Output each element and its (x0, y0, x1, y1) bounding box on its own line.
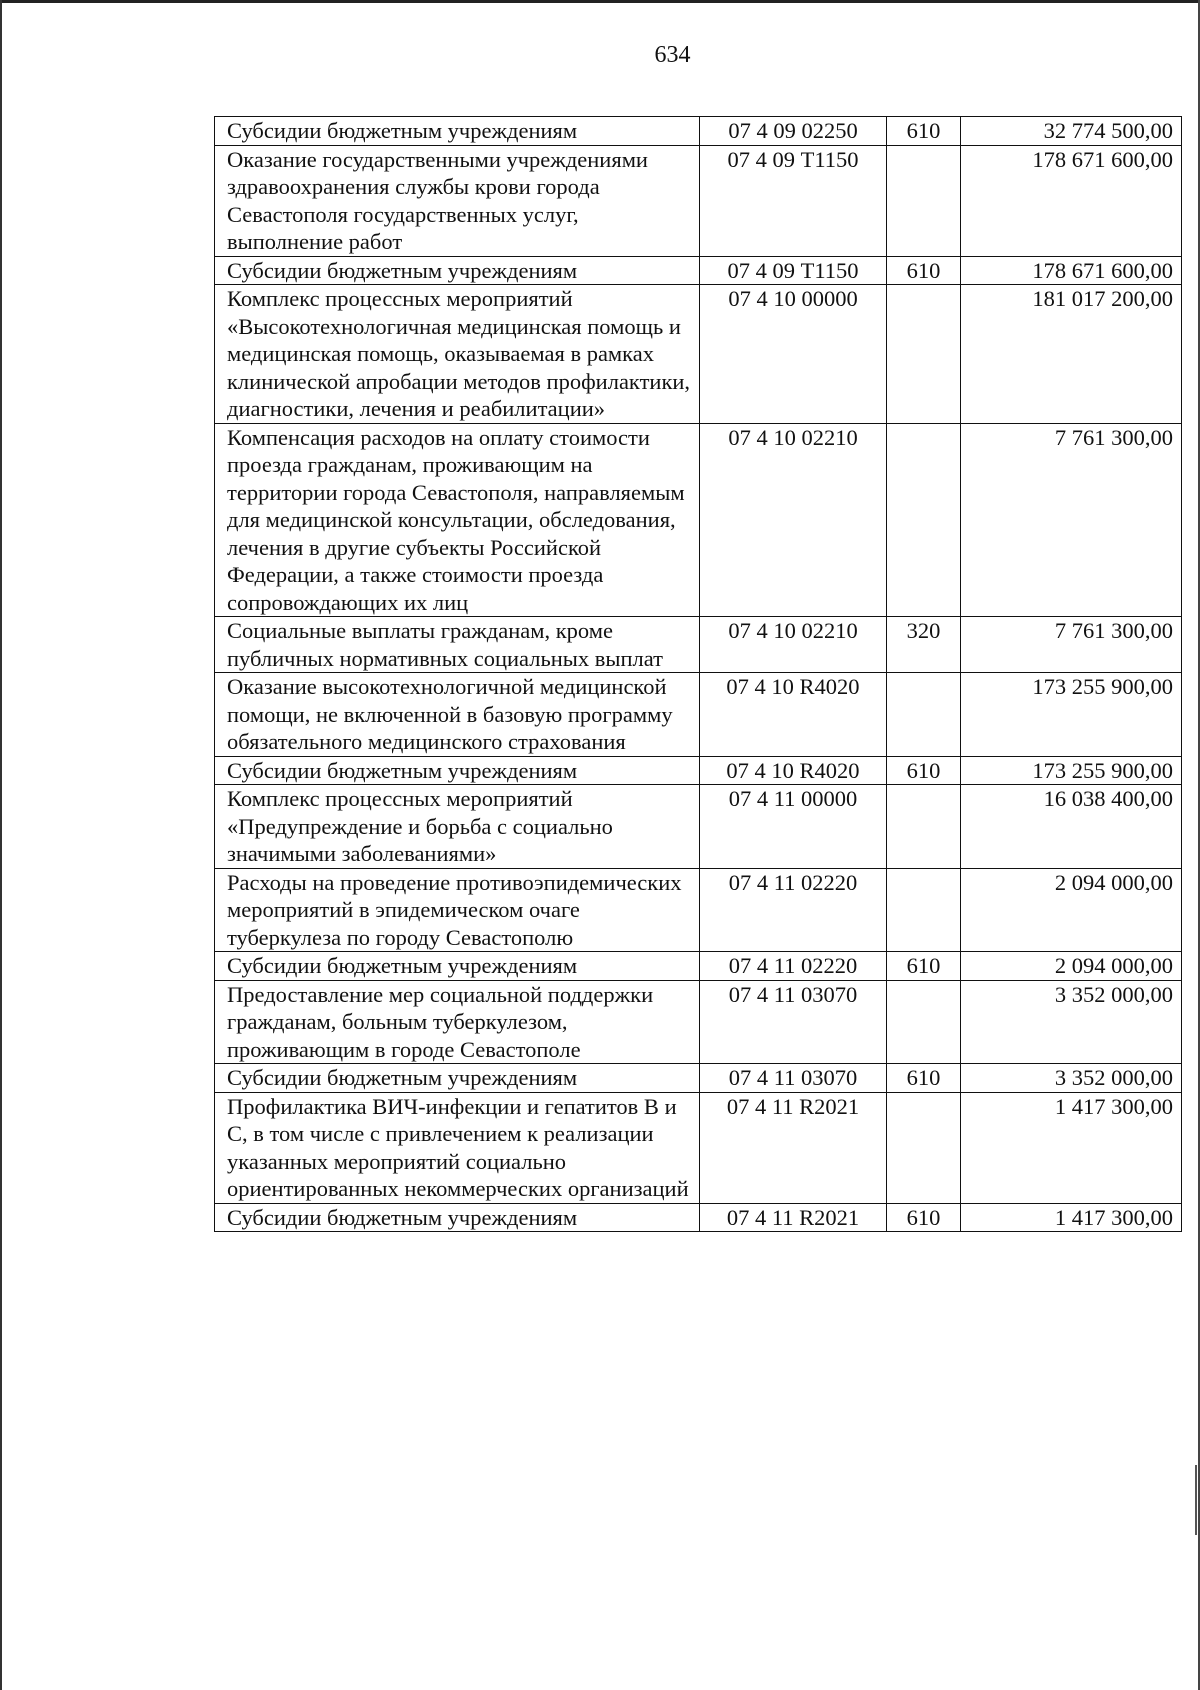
scan-border-left (0, 0, 2, 1690)
table-row (215, 423, 1182, 617)
row-code: 07 4 10 R4020 (700, 756, 887, 785)
row-sum: 32 774 500,00 (961, 117, 1182, 146)
row-name: Субсидии бюджетным учреждениям (215, 756, 700, 785)
table-row (215, 868, 1182, 952)
page-number: 634 (654, 42, 691, 68)
scan-mark (1195, 1465, 1197, 1535)
row-name: Комплекс процессных мероприятий «Предупреждение и борьба с социально значимыми заболеваниями» (215, 785, 700, 869)
table-row (215, 285, 1182, 424)
table-row (215, 980, 1182, 1064)
row-code: 07 4 09 02250 (700, 117, 887, 146)
row-code: 07 4 11 03070 (700, 980, 887, 1064)
table-row (215, 785, 1182, 869)
row-name: Субсидии бюджетным учреждениям (215, 117, 700, 146)
row-code: 07 4 09 Т1150 (700, 145, 887, 256)
row-type: 610 (887, 756, 961, 785)
row-sum: 178 671 600,00 (961, 145, 1182, 256)
row-name: Субсидии бюджетным учреждениям (215, 1064, 700, 1093)
row-sum: 3 352 000,00 (961, 980, 1182, 1064)
row-code: 07 4 11 02220 (700, 868, 887, 952)
budget-table (214, 116, 1182, 1232)
row-name: Компенсация расходов на оплату стоимости проезда гражданам, проживающим на территории города Севастополя, направляемым для медицинской консультации, обследования, лечения в другие субъекты Российской Федерации, а также стоимости проезда сопровождающих их лиц (215, 423, 700, 617)
table-row (215, 756, 1182, 785)
row-type (887, 868, 961, 952)
row-sum: 173 255 900,00 (961, 673, 1182, 757)
row-sum: 178 671 600,00 (961, 256, 1182, 285)
row-type: 610 (887, 1064, 961, 1093)
row-sum: 1 417 300,00 (961, 1092, 1182, 1203)
row-code: 07 4 10 02210 (700, 617, 887, 673)
row-name: Оказание высокотехнологичной медицинской помощи, не включенной в базовую программу обязательного медицинского страхования (215, 673, 700, 757)
row-name: Профилактика ВИЧ-инфекции и гепатитов В и С, в том числе с привлечением к реализации указанных мероприятий социально ориентированных некоммерческих организаций (215, 1092, 700, 1203)
table-row (215, 256, 1182, 285)
row-name: Комплекс процессных мероприятий «Высокотехнологичная медицинская помощь и медицинская помощь, оказываемая в рамках клинической апробации методов профилактики, диагностики, лечения и реабилитации» (215, 285, 700, 424)
row-type (887, 673, 961, 757)
table-row (215, 617, 1182, 673)
row-name: Субсидии бюджетным учреждениям (215, 1203, 700, 1232)
row-sum: 7 761 300,00 (961, 617, 1182, 673)
row-code: 07 4 11 00000 (700, 785, 887, 869)
row-sum: 2 094 000,00 (961, 952, 1182, 981)
scan-border-top (0, 0, 1200, 3)
table-row (215, 145, 1182, 256)
row-name: Субсидии бюджетным учреждениям (215, 952, 700, 981)
row-code: 07 4 11 R2021 (700, 1203, 887, 1232)
row-code: 07 4 09 Т1150 (700, 256, 887, 285)
row-sum: 7 761 300,00 (961, 423, 1182, 617)
row-sum: 1 417 300,00 (961, 1203, 1182, 1232)
row-sum: 181 017 200,00 (961, 285, 1182, 424)
row-type: 610 (887, 1203, 961, 1232)
row-name: Расходы на проведение противоэпидемических мероприятий в эпидемическом очаге туберкулеза по городу Севастополю (215, 868, 700, 952)
row-name: Социальные выплаты гражданам, кроме публичных нормативных социальных выплат (215, 617, 700, 673)
row-sum: 16 038 400,00 (961, 785, 1182, 869)
row-name: Оказание государственными учреждениями здравоохранения службы крови города Севастополя государственных услуг, выполнение работ (215, 145, 700, 256)
row-type (887, 423, 961, 617)
table-row (215, 1064, 1182, 1093)
row-type (887, 1092, 961, 1203)
table-row (215, 1092, 1182, 1203)
row-sum: 173 255 900,00 (961, 756, 1182, 785)
table-row (215, 673, 1182, 757)
row-code: 07 4 10 02210 (700, 423, 887, 617)
row-name: Субсидии бюджетным учреждениям (215, 256, 700, 285)
table-row (215, 117, 1182, 146)
row-name: Предоставление мер социальной поддержки гражданам, больным туберкулезом, проживающим в городе Севастополе (215, 980, 700, 1064)
row-code: 07 4 11 02220 (700, 952, 887, 981)
row-type (887, 285, 961, 424)
row-type (887, 145, 961, 256)
row-code: 07 4 11 03070 (700, 1064, 887, 1093)
row-sum: 2 094 000,00 (961, 868, 1182, 952)
row-type: 610 (887, 117, 961, 146)
row-type: 610 (887, 952, 961, 981)
row-code: 07 4 11 R2021 (700, 1092, 887, 1203)
row-type: 320 (887, 617, 961, 673)
row-type: 610 (887, 256, 961, 285)
row-code: 07 4 10 00000 (700, 285, 887, 424)
row-code: 07 4 10 R4020 (700, 673, 887, 757)
table-row (215, 952, 1182, 981)
row-type (887, 980, 961, 1064)
row-type (887, 785, 961, 869)
table-row (215, 1203, 1182, 1232)
row-sum: 3 352 000,00 (961, 1064, 1182, 1093)
